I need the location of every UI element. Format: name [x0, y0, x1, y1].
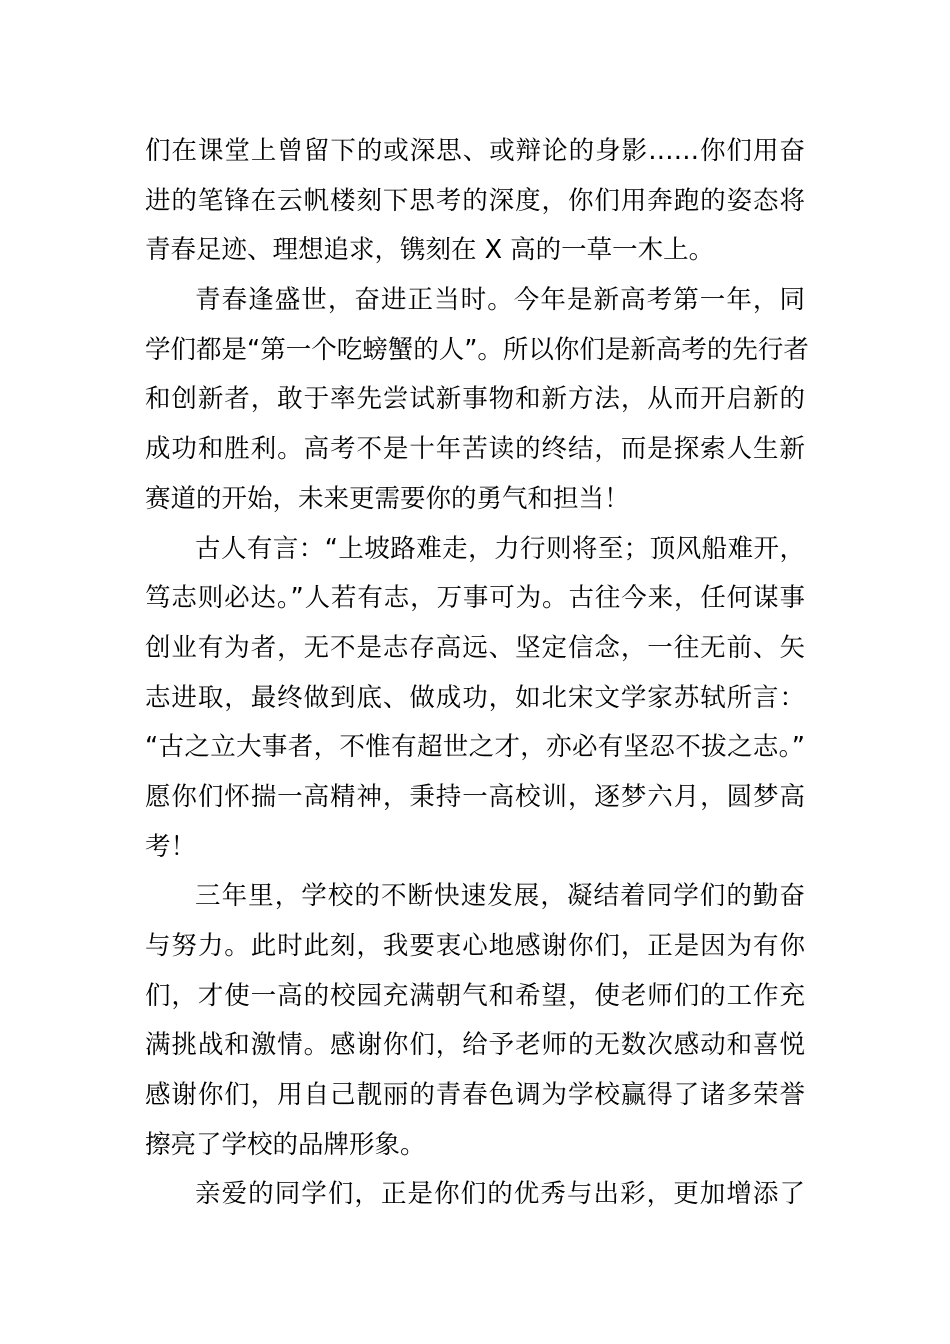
text-line: 们，才使一高的校园充满朝气和希望，使老师们的工作充: [145, 980, 805, 1011]
text-line: 感谢你们，用自己靓丽的青春色调为学校赢得了诸多荣誉: [145, 1080, 805, 1111]
paragraph-5: [145, 1170, 805, 1220]
text-line: “古之立大事者，不惟有超世之才，亦必有坚忍不拔之志。”: [145, 732, 805, 763]
text-line: 学们都是“第一个吃螃蟹的人”。所以你们是新高考的先行者: [145, 334, 809, 365]
text-line: 古人有言：“上坡路难走，力行则将至；顶风船难开，: [195, 533, 805, 564]
text-line: 青春足迹、理想追求，镌刻在 X 高的一草一木上。: [145, 235, 715, 266]
text-line: 创业有为者，无不是志存高远、坚定信念，一往无前、矢: [145, 632, 805, 663]
text-line: 进的笔锋在云帆楼刻下思考的深度，你们用奔跑的姿态将: [145, 185, 805, 216]
paragraph-4: [145, 872, 805, 1170]
text-line: 与努力。此时此刻，我要衷心地感谢你们，正是因为有你: [145, 931, 805, 961]
text-line: 青春逢盛世，奋进正当时。今年是新高考第一年，同: [195, 285, 805, 316]
paragraph-3: [145, 525, 805, 873]
text-line: 三年里，学校的不断快速发展，凝结着同学们的勤奋: [195, 881, 805, 912]
text-line: 考！: [145, 831, 197, 862]
text-line: 愿你们怀揣一高精神，秉持一高校训，逐梦六月，圆梦高: [145, 781, 805, 812]
paragraph-1: [145, 127, 805, 276]
text-line: 亲爱的同学们，正是你们的优秀与出彩，更加增添了: [195, 1179, 805, 1210]
text-line: 志进取，最终做到底、做成功，如北宋文学家苏轼所言：: [145, 682, 805, 713]
text-line: 笃志则必达。”人若有志，万事可为。古往今来，任何谋事: [145, 583, 805, 614]
text-line: 擦亮了学校的品牌形象。: [145, 1129, 426, 1160]
text-line: 们在课堂上曾留下的或深思、或辩论的身影……你们用奋: [145, 136, 805, 166]
text-line: 成功和胜利。高考不是十年苦读的终结，而是探索人生新: [145, 434, 805, 465]
text-line: 赛道的开始，未来更需要你的勇气和担当！: [145, 483, 630, 514]
paragraph-2: [145, 276, 809, 524]
document-page: [145, 127, 809, 1220]
text-line: 和创新者，敢于率先尝试新事物和新方法，从而开启新的: [145, 384, 805, 415]
text-line: 满挑战和激情。感谢你们，给予老师的无数次感动和喜悦: [145, 1030, 805, 1061]
